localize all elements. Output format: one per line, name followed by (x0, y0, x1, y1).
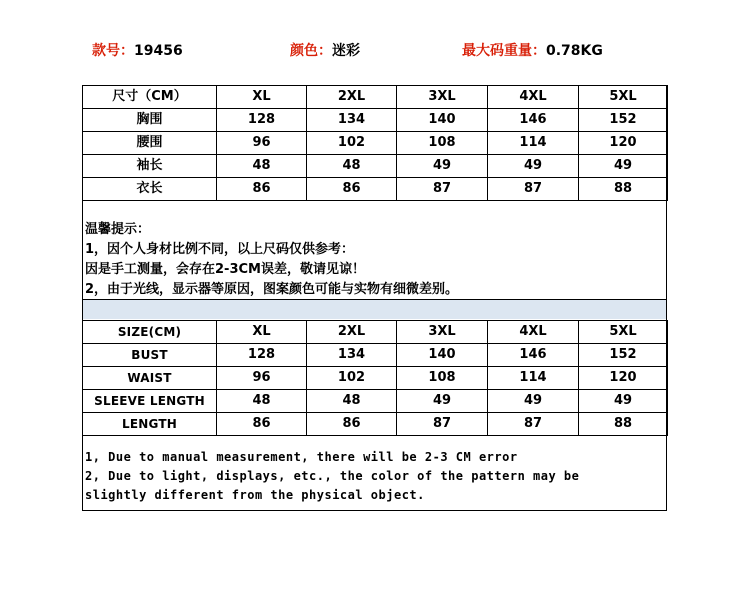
table-cell: 48 (217, 155, 307, 178)
table-cell: 48 (307, 155, 397, 178)
product-header (0, 40, 750, 64)
table-cell: 102 (307, 367, 397, 390)
notes-title: 温馨提示： (85, 222, 151, 237)
table-cell: 87 (397, 178, 488, 201)
note-line: 2, Due to light, displays, etc., the color of the pattern may be (85, 469, 580, 483)
header-cell: 2XL (307, 86, 397, 109)
note-line: 1，因个人身材比例不同，以上尺码仅供参考： (85, 242, 355, 257)
table-row (83, 390, 668, 413)
table-cell: 102 (307, 132, 397, 155)
table-cell: 140 (397, 344, 488, 367)
table-cell: 128 (217, 344, 307, 367)
style-number (92, 40, 183, 60)
table-row (83, 413, 668, 436)
note-line: 因是手工测量，会存在2-3CM误差，敬请见谅！ (85, 262, 365, 277)
section-divider (83, 299, 666, 319)
row-label: SLEEVE LENGTH (83, 390, 217, 413)
table-cell: 120 (579, 132, 668, 155)
header-cell: 5XL (579, 321, 668, 344)
size-chart (82, 85, 667, 511)
color (290, 40, 360, 60)
size-table-chinese (82, 85, 668, 201)
row-label: 衣长 (83, 178, 217, 201)
table-row (83, 132, 668, 155)
header-cell: 尺寸（CM） (83, 86, 217, 109)
color-value: 迷彩 (332, 43, 360, 59)
table-cell: 140 (397, 109, 488, 132)
note-line: 2，由于光线，显示器等原因，图案颜色可能与实物有细微差别。 (85, 282, 459, 297)
table-cell: 49 (488, 390, 579, 413)
table-cell: 49 (579, 155, 668, 178)
table-cell: 128 (217, 109, 307, 132)
header-cell: 5XL (579, 86, 668, 109)
table-cell: 48 (217, 390, 307, 413)
header-cell: XL (217, 86, 307, 109)
table-cell: 96 (217, 132, 307, 155)
table-row (83, 109, 668, 132)
table-cell: 49 (397, 155, 488, 178)
table-cell: 87 (488, 178, 579, 201)
row-label: 胸围 (83, 109, 217, 132)
note-line: 1, Due to manual measurement, there will be 2-3 CM error (85, 450, 518, 464)
header-cell: 4XL (488, 86, 579, 109)
row-label: 腰围 (83, 132, 217, 155)
table-cell: 108 (397, 367, 488, 390)
table-cell: 114 (488, 367, 579, 390)
table-cell: 152 (579, 344, 668, 367)
table-cell: 86 (217, 413, 307, 436)
table-row (83, 178, 668, 201)
color-label: 颜色： (290, 43, 332, 59)
table-cell: 87 (488, 413, 579, 436)
table-cell: 114 (488, 132, 579, 155)
table-row (83, 155, 668, 178)
row-label: LENGTH (83, 413, 217, 436)
style-number-label: 款号： (92, 43, 134, 59)
header-cell: 4XL (488, 321, 579, 344)
table-cell: 86 (307, 413, 397, 436)
table-row (83, 344, 668, 367)
table-cell: 49 (397, 390, 488, 413)
note-line: slightly different from the physical object. (85, 488, 425, 502)
notes-english (85, 448, 665, 505)
header-cell: SIZE(CM) (83, 321, 217, 344)
row-label: BUST (83, 344, 217, 367)
row-label: WAIST (83, 367, 217, 390)
table-cell: 108 (397, 132, 488, 155)
notes-chinese (85, 220, 663, 300)
table-header-row (83, 321, 668, 344)
header-cell: 3XL (397, 86, 488, 109)
table-header-row (83, 86, 668, 109)
header-cell: XL (217, 321, 307, 344)
table-cell: 134 (307, 344, 397, 367)
size-table-english (82, 320, 668, 436)
table-cell: 86 (307, 178, 397, 201)
table-cell: 134 (307, 109, 397, 132)
table-cell: 152 (579, 109, 668, 132)
table-cell: 146 (488, 344, 579, 367)
max-size-weight-value: 0.78KG (546, 43, 603, 59)
table-cell: 87 (397, 413, 488, 436)
table-row (83, 367, 668, 390)
row-label: 袖长 (83, 155, 217, 178)
header-cell: 2XL (307, 321, 397, 344)
table-cell: 86 (217, 178, 307, 201)
max-size-weight-label: 最大码重量： (462, 43, 546, 59)
table-cell: 49 (488, 155, 579, 178)
max-size-weight (462, 40, 603, 60)
table-cell: 49 (579, 390, 668, 413)
table-cell: 96 (217, 367, 307, 390)
table-cell: 88 (579, 413, 668, 436)
table-cell: 88 (579, 178, 668, 201)
table-cell: 48 (307, 390, 397, 413)
table-cell: 120 (579, 367, 668, 390)
header-cell: 3XL (397, 321, 488, 344)
style-number-value: 19456 (134, 43, 183, 59)
table-cell: 146 (488, 109, 579, 132)
